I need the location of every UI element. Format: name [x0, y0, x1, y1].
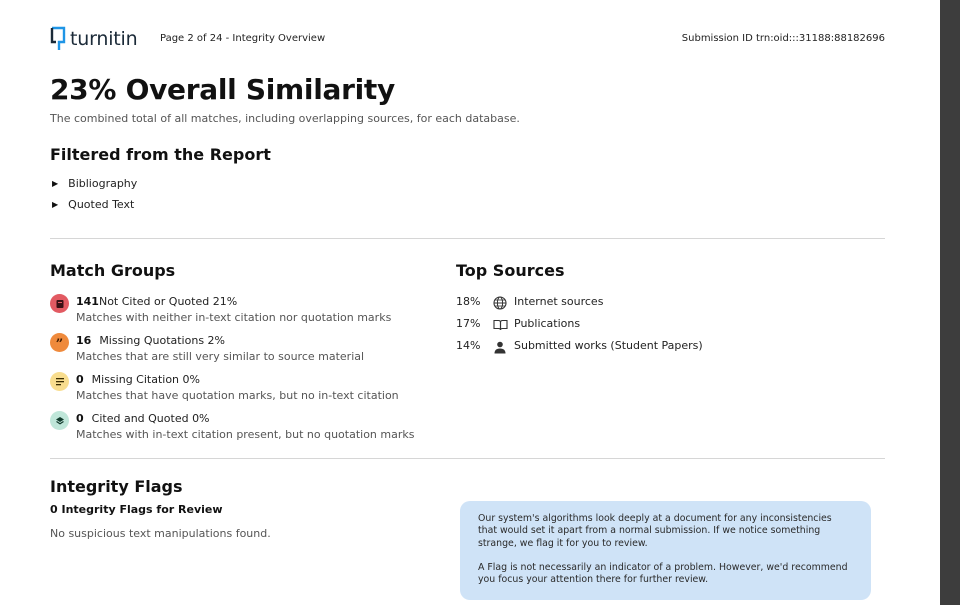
top-source-percent: 14%: [456, 339, 481, 352]
integrity-flags-none: No suspicious text manipulations found.: [50, 527, 271, 540]
integrity-info-box: [460, 501, 871, 600]
match-group-label: Not Cited or Quoted 21%: [98, 295, 238, 308]
top-sources-heading: Top Sources: [456, 261, 565, 280]
match-group-count: 16: [76, 334, 92, 347]
logo-text: turnitin: [70, 28, 138, 50]
turnitin-logo: [50, 26, 137, 52]
match-group-label: Missing Citation 0%: [91, 373, 200, 386]
integrity-flags-heading: Integrity Flags: [50, 477, 183, 496]
missing-citation-icon: [50, 372, 69, 391]
filter-item-quoted-text[interactable]: [52, 198, 134, 211]
top-source-label: Submitted works (Student Papers): [514, 339, 703, 352]
filter-item-label: Quoted Text: [68, 198, 135, 211]
viewer-scroll-gutter: [940, 0, 960, 605]
integrity-flags-count: 0 Integrity Flags for Review: [50, 503, 223, 516]
cited-quoted-icon: [50, 411, 69, 430]
top-source-label: Internet sources: [514, 295, 604, 308]
page-title: 23% Overall Similarity: [50, 73, 395, 106]
book-icon: [492, 317, 508, 333]
caret-right-icon: ▶: [52, 179, 59, 188]
info-paragraph-2: A Flag is not necessarily an indicator of a problem. However, we'd recommend you focus your attention there for further review.: [478, 561, 848, 586]
not-cited-icon: [50, 294, 69, 313]
match-groups-heading: Match Groups: [50, 261, 176, 280]
top-source-label: Publications: [514, 317, 581, 330]
top-source-percent: 17%: [456, 317, 481, 330]
match-group-label: Cited and Quoted 0%: [91, 412, 210, 425]
match-group-description: Matches with neither in-text citation nor quotation marks: [76, 311, 392, 324]
caret-right-icon: ▶: [52, 200, 59, 209]
match-group-count: 141: [76, 295, 99, 308]
match-group-count: 0: [76, 412, 84, 425]
turnitin-logo-icon: [50, 26, 66, 52]
submission-id: Submission ID trn:oid:::31188:88182696: [681, 33, 885, 44]
match-group-description: Matches with in-text citation present, but no quotation marks: [76, 428, 415, 441]
page-info: Page 2 of 24 - Integrity Overview: [160, 33, 326, 44]
person-icon: [492, 339, 508, 355]
top-source-percent: 18%: [456, 295, 481, 308]
match-group-description: Matches that are still very similar to source material: [76, 350, 365, 363]
filter-item-bibliography[interactable]: [52, 177, 137, 190]
divider: [50, 458, 885, 459]
page-subtitle: The combined total of all matches, including overlapping sources, for each database.: [50, 112, 520, 125]
divider: [50, 238, 885, 239]
filter-item-label: Bibliography: [68, 177, 138, 190]
quote-icon: ”: [50, 333, 69, 352]
match-group-label: Missing Quotations 2%: [99, 334, 225, 347]
match-group-count: 0: [76, 373, 84, 386]
filtered-heading: Filtered from the Report: [50, 145, 271, 164]
globe-icon: [492, 295, 508, 311]
info-paragraph-1: Our system's algorithms look deeply at a document for any inconsistencies that would set it apart from a normal submission. If we notice something strange, we flag it for you to review.: [478, 513, 832, 549]
match-group-description: Matches that have quotation marks, but no in-text citation: [76, 389, 399, 402]
